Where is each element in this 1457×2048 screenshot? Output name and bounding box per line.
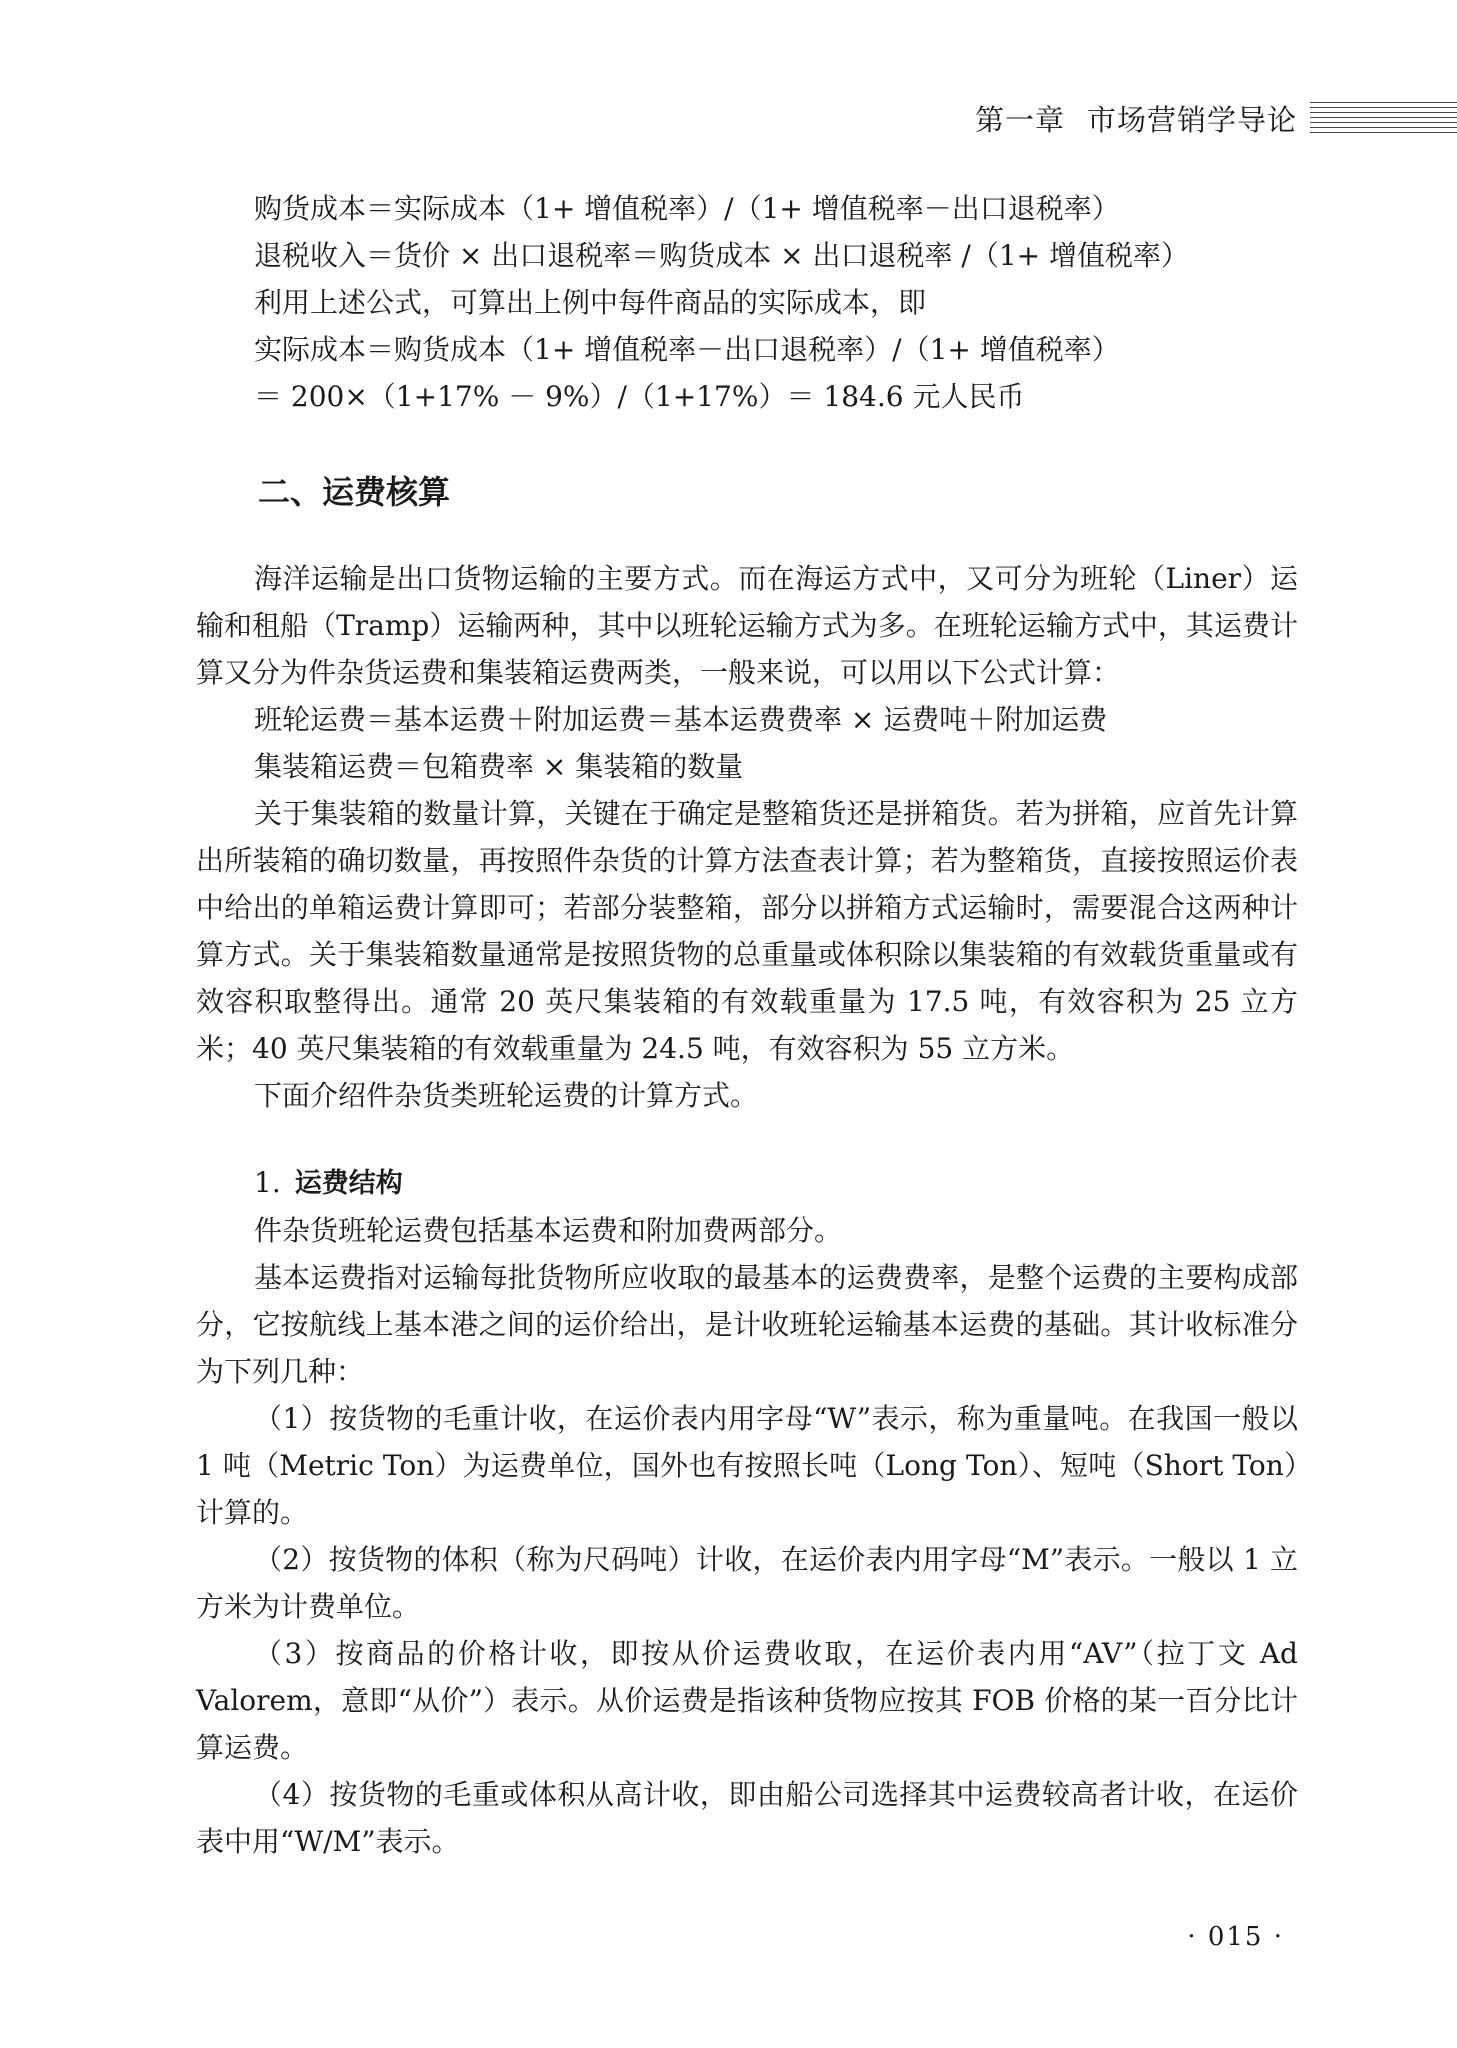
body-paragraph: 基本运费指对运输每批货物所应收取的最基本的运费费率，是整个运费的主要构成部分，它按航线上基本港之间的运价给出，是计收班轮运输基本运费的基础。其计收标准分为下列几种： [196, 1261, 1298, 1388]
page-number: · 015 · [1187, 1922, 1284, 1952]
list-item: （2）按货物的体积（称为尺码吨）计收，在运价表内用字母“M”表示。一般以 1 立方米为计费单位。 [196, 1543, 1298, 1623]
formula-line: 购货成本＝实际成本（1+ 增值税率）/（1+ 增值税率－出口退税率） [254, 192, 1120, 225]
formula-line: 利用上述公式，可算出上例中每件商品的实际成本，即 [254, 286, 927, 319]
subsection-title: 运费结构 [294, 1168, 403, 1199]
section-heading: 二、运费核算 [258, 473, 451, 511]
formula-container-freight: 集装箱运费＝包箱费率 × 集装箱的数量 [254, 750, 744, 783]
body-paragraph: 件杂货班轮运费包括基本运费和附加费两部分。 [254, 1214, 843, 1247]
list-item: （1）按货物的毛重计收，在运价表内用字母“W”表示，称为重量吨。在我国一般以 1 吨（Metric Ton）为运费单位，国外也有按照长吨（Long Ton）、短吨（Short Ton）计算的。 [196, 1402, 1298, 1529]
list-item: （4）按货物的毛重或体积从高计收，即由船公司选择其中运费较高者计收，在运价表中用“W/M”表示。 [196, 1778, 1298, 1858]
list-item: （3）按商品的价格计收，即按从价运费收取，在运价表内用“AV”（拉丁文 Ad Valorem，意即“从价”）表示。从价运费是指该种货物应按其 FOB 价格的某一百分比计算运费。 [196, 1637, 1298, 1764]
subsection-number: 1. [254, 1166, 281, 1199]
running-header [0, 88, 1457, 138]
header-chapter: 第一章 [974, 103, 1065, 137]
body-paragraph: 下面介绍件杂货类班轮运费的计算方式。 [254, 1079, 759, 1112]
formula-line: 实际成本＝购货成本（1+ 增值税率－出口退税率）/（1+ 增值税率） [254, 333, 1120, 366]
body-paragraph: 关于集装箱的数量计算，关键在于确定是整箱货还是拼箱货。若为拼箱，应首先计算出所装箱的确切数量，再按照件杂货的计算方法查表计算；若为整箱货，直接按照运价表中给出的单箱运费计算即可；若部分装整箱，部分以拼箱方式运输时，需要混合这两种计算方式。关于集装箱数量通常是按照货物的总重量或体积除以集装箱的有效载货重量或有效容积取整得出。通常 20 英尺集装箱的有效载重量为 17.5 吨，有效容积为 25 立方米；40 英尺集装箱的有效载重量为 24.5 吨，有效容积为 55 立方米。 [196, 797, 1298, 1065]
formula-line: ＝ 200×（1+17% － 9%）/（1+17%）＝ 184.6 元人民币 [254, 380, 1025, 413]
header-rule-lines [1310, 102, 1457, 142]
subsection-heading [196, 1159, 1298, 1207]
header-chapter-title: 市场营销学导论 [1086, 103, 1297, 137]
body-paragraph: 海洋运输是出口货物运输的主要方式。而在海运方式中，又可分为班轮（Liner）运输和租船（Tramp）运输两种，其中以班轮运输方式为多。在班轮运输方式中，其运费计算又分为件杂货运费和集装箱运费两类，一般来说，可以用以下公式计算： [196, 562, 1298, 689]
page-body [196, 185, 1298, 1865]
formula-line: 退税收入＝货价 × 出口退税率＝购货成本 × 出口退税率 /（1+ 增值税率） [254, 239, 1190, 272]
formula-liner-freight: 班轮运费＝基本运费＋附加运费＝基本运费费率 × 运费吨＋附加运费 [254, 703, 1108, 736]
header-title [975, 98, 1297, 139]
